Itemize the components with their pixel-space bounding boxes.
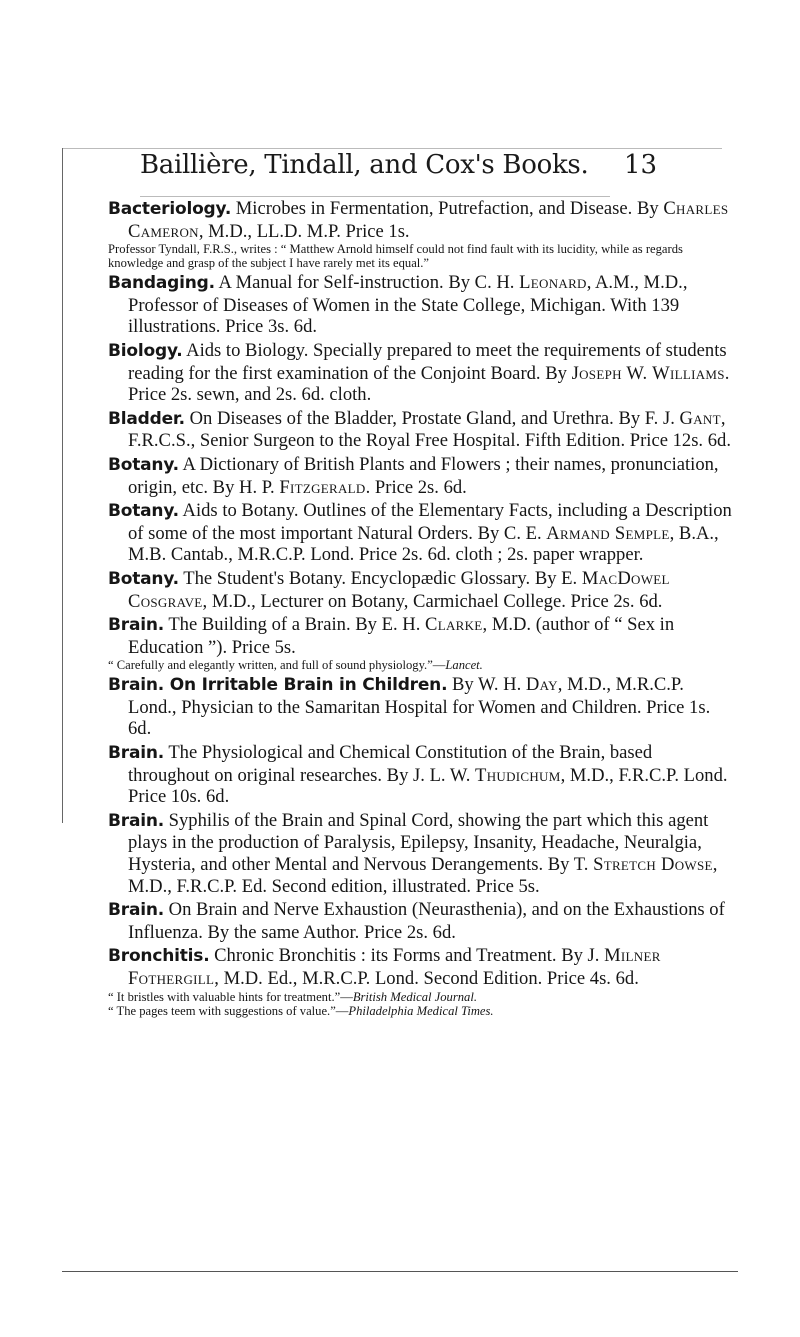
review-quote — [108, 658, 733, 672]
entry-author: Thudichum — [475, 764, 561, 786]
entry-text-tail: , M.D., F.R.C.P. Lond. Price 10s. 6d. — [128, 764, 728, 808]
page-header — [140, 150, 740, 192]
entry-author: Leonard — [519, 272, 587, 294]
entry-author: MacDowel Cosgrave — [128, 567, 670, 612]
entry-text: The Student's Botany. Encyclopædic Glossary. By E. — [178, 567, 582, 589]
entry-text: Aids to Biology. Specially prepared to meet the requirements of students reading for the first examination of the Conjoint Board. By — [128, 339, 727, 384]
entry-heading: Bandaging. — [108, 273, 215, 294]
quote-text: “ The pages teem with suggestions of value.”— — [108, 1003, 349, 1018]
book-entry — [108, 500, 733, 566]
book-entry — [108, 454, 733, 498]
header-rule — [140, 196, 610, 197]
entry-text: By W. H. — [447, 674, 526, 696]
entry-text: On Diseases of the Bladder, Prostate Gland, and Urethra. By F. J. — [184, 407, 680, 429]
entry-text-tail: , M.D. Ed., M.R.C.P. Lond. Second Edition. Price 4s. 6d. — [214, 968, 639, 989]
page-number: 13 — [624, 150, 658, 180]
entry-text: The Building of a Brain. By E. H. — [164, 614, 425, 636]
entry-author: Day — [525, 674, 558, 696]
book-entry — [108, 568, 733, 612]
review-quote — [108, 242, 733, 270]
entry-heading: Botany. — [108, 501, 179, 522]
left-margin-rule — [62, 148, 63, 823]
entry-text: The Physiological and Chemical Constitution of the Brain, based throughout on original researches. By J. L. W. — [128, 742, 653, 786]
quote-text: “ It bristles with valuable hints for treatment.”— — [108, 989, 353, 1004]
book-entry — [108, 742, 733, 808]
book-entry — [108, 674, 733, 740]
quote-text: Professor Tyndall, F.R.S., writes : “ Matthew Arnold himself could not find fault with its lucidity, while as regards knowledge and grasp of the subject I have rarely met its equal.” — [108, 242, 683, 271]
review-quote — [108, 1004, 733, 1018]
entry-text-tail: . Price 2s. 6d. — [365, 476, 467, 498]
entry-text-tail: , A.M., M.D., Professor of Diseases of Women in the State College, Michigan. With 139 illustrations. Price 3s. 6d. — [128, 272, 688, 338]
entry-text-tail: , M.D., M.R.C.P. Lond., Physician to the Samaritan Hospital for Women and Children. Price 1s. 6d. — [128, 674, 711, 740]
quote-text: “ Carefully and elegantly written, and full of sound physiology.”— — [108, 658, 446, 673]
quote-source: Lancet. — [445, 658, 483, 673]
book-entry — [108, 408, 733, 452]
entry-author: Fitzgerald — [279, 476, 366, 498]
bottom-rule — [62, 1271, 738, 1272]
book-entry — [108, 272, 733, 338]
entry-heading: Bladder. — [108, 408, 185, 429]
book-entry — [108, 899, 733, 943]
entry-heading: Botany. — [108, 454, 179, 475]
entry-author: Clarke — [425, 614, 483, 636]
entry-heading: Bronchitis. — [108, 946, 210, 967]
entry-text-tail: , M.D., LL.D. M.P. Price 1s. — [198, 220, 410, 242]
quote-source: British Medical Journal. — [352, 989, 477, 1004]
entry-text-tail: , M.D. (author of “ Sex in Education ”). Price 5s. — [128, 614, 675, 658]
entry-heading: Botany. — [108, 568, 179, 589]
entry-author: Milner Fothergill — [128, 945, 661, 989]
entry-text: Microbes in Fermentation, Putrefaction, and Disease. By — [231, 198, 664, 219]
book-entry — [108, 945, 733, 1017]
entry-author: Armand Semple — [546, 522, 670, 544]
book-entry — [108, 614, 733, 672]
entry-text: Syphilis of the Brain and Spinal Cord, showing the part which this agent plays in the production of Paralysis, Epilepsy, Insanity, Headache, Neuralgia, Hysteria, and other Mental and Nervous Derangements. By T. — [128, 809, 709, 876]
book-entry — [108, 810, 733, 897]
entry-text-tail: , M.D., Lecturer on Botany, Carmichael College. Price 2s. 6d. — [202, 590, 663, 612]
running-title: Baillière, Tindall, and Cox's Books. — [140, 150, 589, 180]
entry-heading: Bacteriology. — [108, 199, 232, 219]
entry-text: A Dictionary of British Plants and Flowers ; their names, pronunciation, origin, etc. By H. P. — [128, 453, 719, 498]
entry-text: On Brain and Nerve Exhaustion (Neurasthenia), and on the Exhaustions of Influenza. By the same Author. Price 2s. 6d. — [128, 899, 725, 943]
entry-text: Chronic Bronchitis : its Forms and Treatment. By J. — [209, 945, 605, 967]
entry-text-tail: , F.R.C.S., Senior Surgeon to the Royal Free Hospital. Fifth Edition. Price 12s. 6d. — [128, 407, 731, 452]
entry-author: Gant — [679, 407, 721, 429]
entry-text-tail: , M.D., F.R.C.P. Ed. Second edition, illustrated. Price 5s. — [128, 854, 718, 897]
entry-heading: Brain. — [108, 900, 165, 921]
entry-heading: Brain. — [108, 743, 165, 764]
entry-heading: Brain. — [108, 615, 165, 636]
entry-author: Charles Cameron — [128, 198, 729, 242]
book-list — [108, 198, 733, 1020]
entry-text-tail: , B.A., M.B. Cantab., M.R.C.P. Lond. Price 2s. 6d. cloth ; 2s. paper wrapper. — [128, 522, 719, 566]
entry-text: A Manual for Self-instruction. By C. H. — [214, 272, 520, 294]
entry-text-tail: . Price 2s. sewn, and 2s. 6d. cloth. — [128, 362, 730, 406]
book-entry — [108, 340, 733, 406]
entry-heading: Brain. — [108, 810, 165, 831]
entry-author: Stretch Dowse — [593, 854, 713, 876]
entry-heading: Biology. — [108, 340, 183, 361]
entry-author: Joseph W. Williams — [571, 362, 725, 384]
entry-text: Aids to Botany. Outlines of the Elementary Facts, including a Description of some of the most important Natural Orders. By C. E. — [128, 500, 732, 544]
quote-source: Philadelphia Medical Times. — [348, 1003, 494, 1018]
book-entry — [108, 198, 733, 270]
review-quote — [108, 990, 733, 1004]
entry-heading: Brain. On Irritable Brain in Children. — [108, 675, 448, 696]
top-rule — [62, 148, 722, 149]
